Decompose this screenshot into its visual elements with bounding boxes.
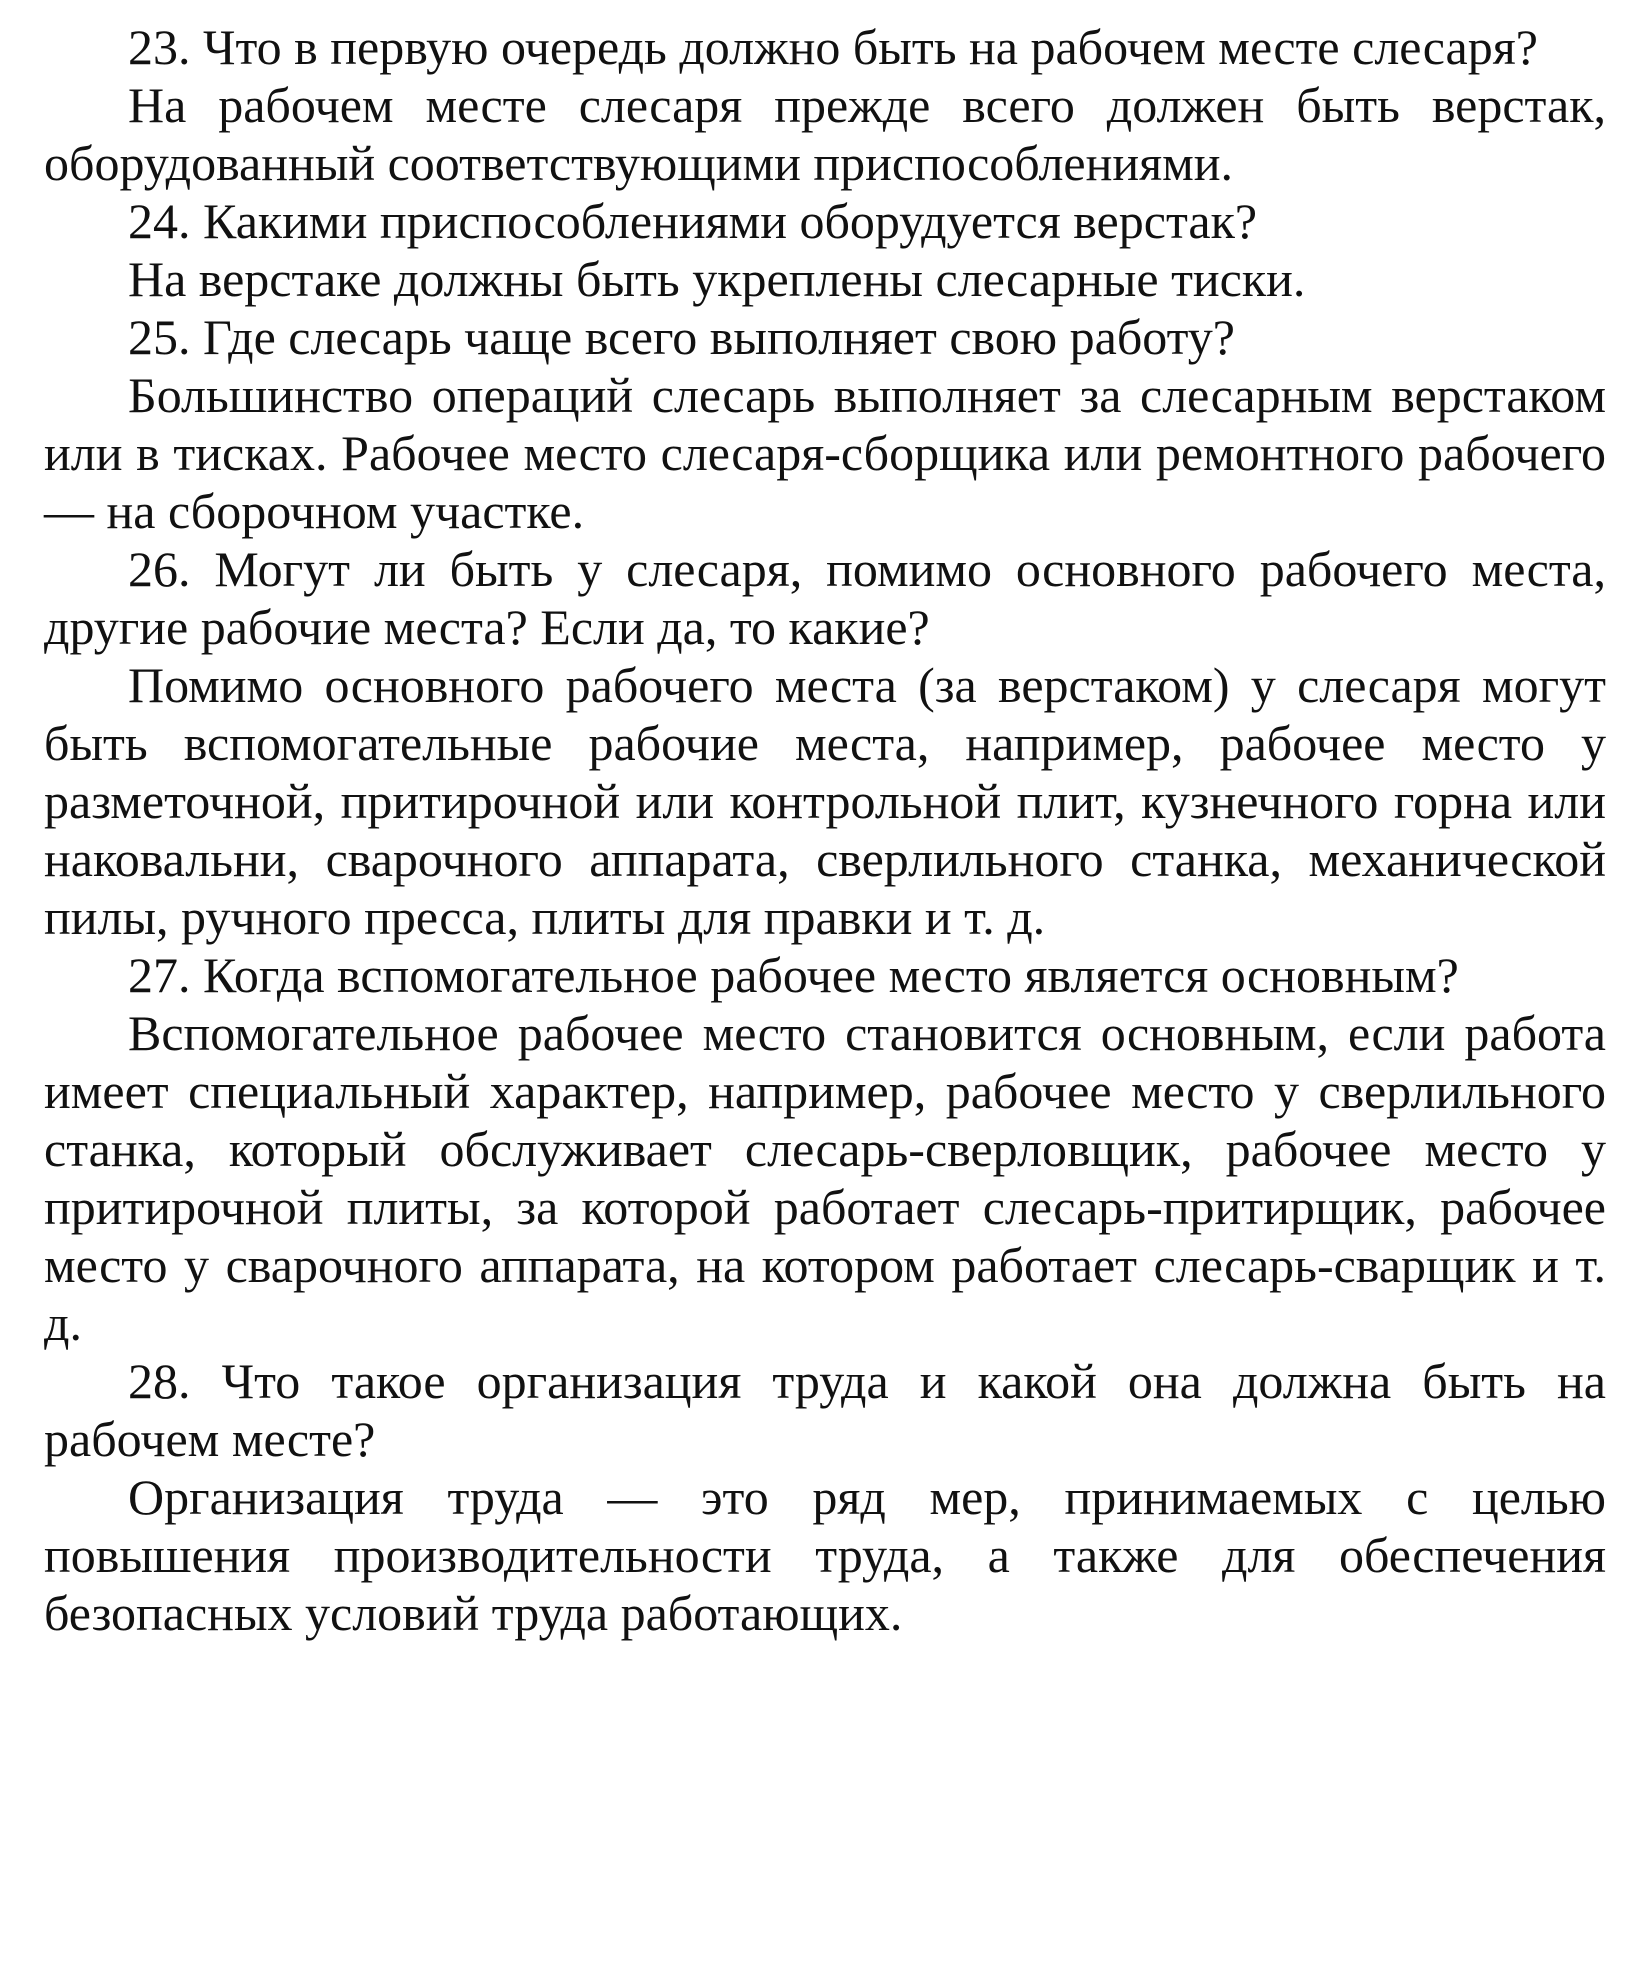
answer-27: Вспомогательное рабочее место становится основным, если работа имеет специальный характер, например, рабочее место у сверлильного станка, который обслуживает слесарь-сверловщик, рабочее место у притирочной плиты, за которой работает слесарь-притирщик, рабочее место у сварочного аппарата, на котором работает слесарь-сварщик и т. д. <box>44 1005 1606 1351</box>
answer-23: На рабочем месте слесаря прежде всего должен быть верстак, оборудованный соответствующими приспособлениями. <box>44 77 1606 191</box>
answer-24: На верстаке должны быть укреплены слесарные тиски. <box>128 251 1306 307</box>
question-27: 27. Когда вспомогательное рабочее место является основным? <box>128 947 1459 1003</box>
question-26: 26. Могут ли быть у слесаря, помимо основного рабочего места, другие рабочие места? Если да, то какие? <box>44 541 1606 655</box>
question-23: 23. Что в первую очередь должно быть на рабочем месте слесаря? <box>128 19 1538 75</box>
answer-28: Организация труда — это ряд мер, принимаемых с целью повышения производительности труда, а также для обеспечения безопасных условий труда работающих. <box>44 1469 1606 1641</box>
question-24: 24. Какими приспособлениями оборудуется верстак? <box>128 193 1258 249</box>
question-28: 28. Что такое организация труда и какой она должна быть на рабочем месте? <box>44 1353 1606 1467</box>
answer-25: Большинство операций слесарь выполняет за слесарным верстаком или в тисках. Рабочее место слесаря-сборщика или ремонтного рабочего — на сборочном участке. <box>44 367 1606 539</box>
answer-26: Помимо основного рабочего места (за верстаком) у слесаря могут быть вспомогательные рабочие места, например, рабочее место у разметочной, притирочной или контрольной плит, кузнечного горна или наковальни, сварочного аппарата, сверлильного станка, механической пилы, ручного пресса, плиты для правки и т. д. <box>44 657 1606 945</box>
question-25: 25. Где слесарь чаще всего выполняет свою работу? <box>128 309 1235 365</box>
